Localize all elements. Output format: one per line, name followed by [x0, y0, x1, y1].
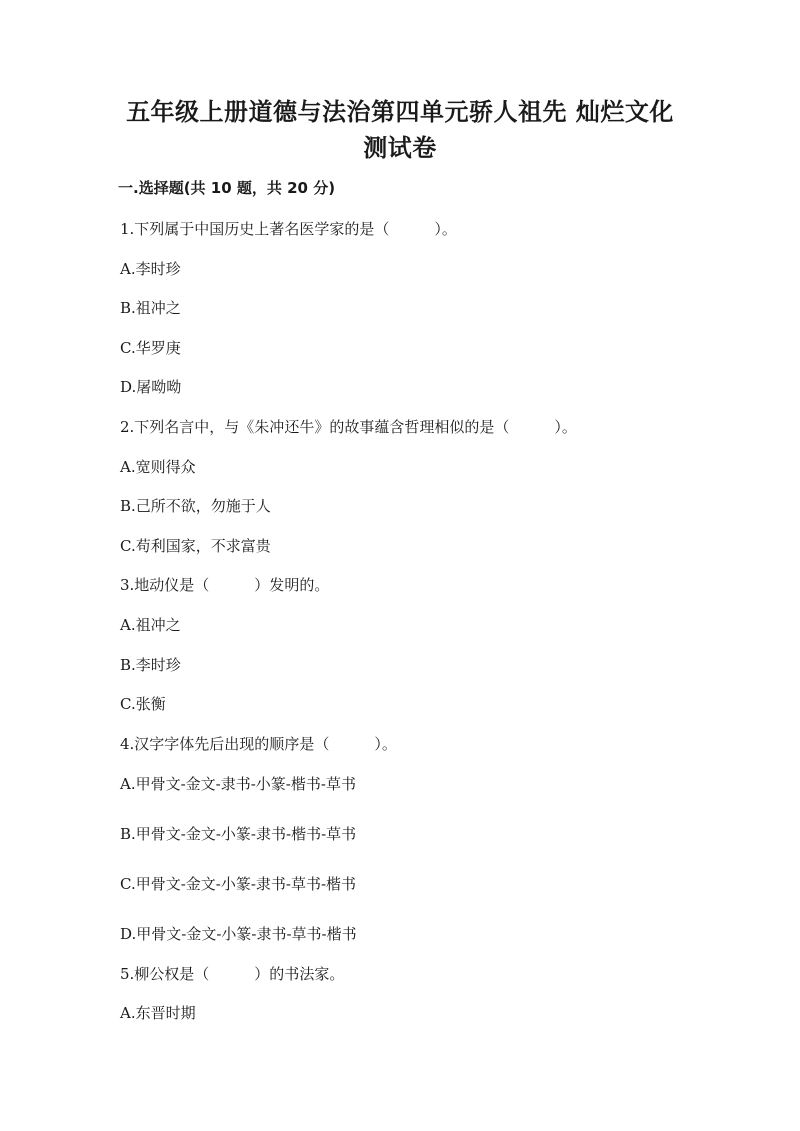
question-3-option-c: C.张衡 — [120, 695, 166, 713]
question-1-option-c: C.华罗庚 — [120, 339, 181, 357]
question-5-option-a: A.东晋时期 — [120, 1004, 196, 1022]
question-1-option-a: A.李时珍 — [120, 260, 181, 278]
question-2-option-a: A.宽则得众 — [120, 458, 196, 476]
section-heading: 一.选择题(共 10 题，共 20 分) — [118, 179, 336, 197]
question-3-option-b: B.李时珍 — [120, 656, 181, 674]
question-1-stem: 1.下列属于中国历史上著名医学家的是（ ）。 — [120, 220, 457, 238]
question-4-option-d: D.甲骨文-金文-小篆-隶书-草书-楷书 — [120, 925, 357, 943]
document-title-line-1: 五年级上册道德与法治第四单元骄人祖先 灿烂文化 — [126, 98, 674, 126]
question-4-stem: 4.汉字字体先后出现的顺序是（ ）。 — [120, 735, 397, 753]
question-5-stem: 5.柳公权是（ ）的书法家。 — [120, 965, 345, 983]
question-3-stem: 3.地动仪是（ ）发明的。 — [120, 576, 330, 594]
question-3-option-a: A.祖冲之 — [120, 616, 181, 634]
question-1-option-d: D.屠呦呦 — [120, 378, 182, 396]
question-4-option-b: B.甲骨文-金文-小篆-隶书-楷书-草书 — [120, 825, 357, 843]
question-4-option-c: C.甲骨文-金文-小篆-隶书-草书-楷书 — [120, 875, 357, 893]
question-1-option-b: B.祖冲之 — [120, 299, 181, 317]
question-2-option-b: B.己所不欲，勿施于人 — [120, 497, 271, 515]
question-4-option-a: A.甲骨文-金文-隶书-小篆-楷书-草书 — [120, 775, 356, 793]
question-2-option-c: C.苟利国家，不求富贵 — [120, 537, 271, 555]
document-title-line-2: 测试卷 — [363, 134, 437, 162]
question-2-stem: 2.下列名言中，与《朱冲还牛》的故事蕴含哲理相似的是（ ）。 — [120, 418, 577, 436]
